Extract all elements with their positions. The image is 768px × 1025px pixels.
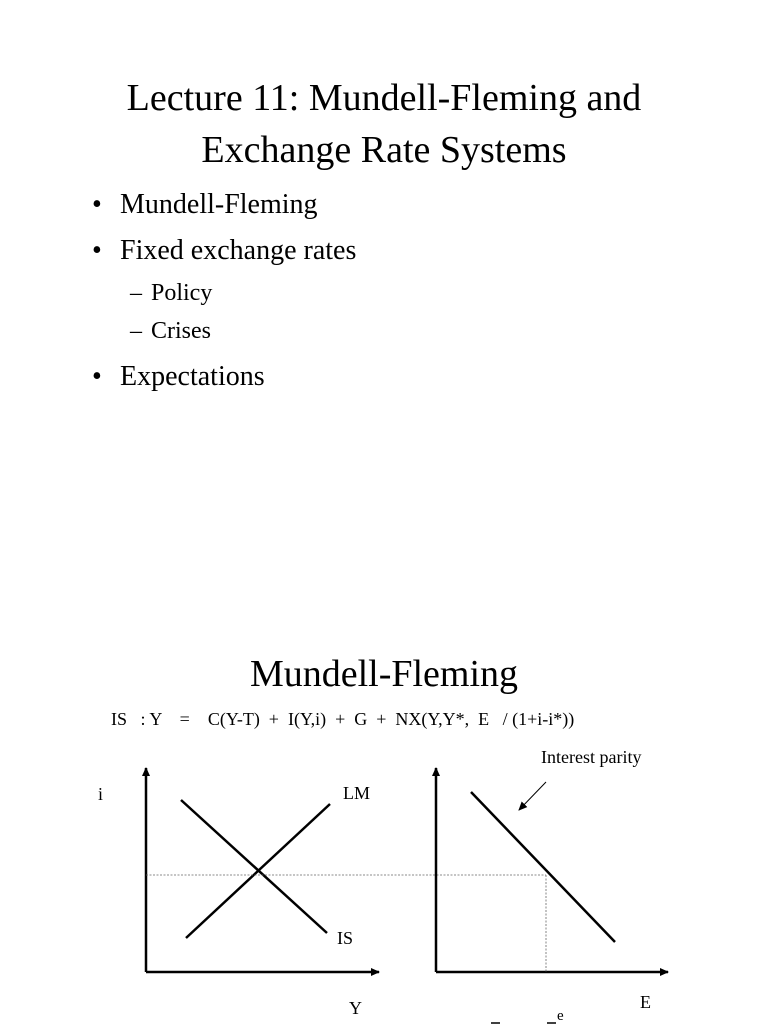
slide-title: Mundell-Fleming bbox=[249, 653, 519, 695]
slide-1 bbox=[0, 0, 768, 512]
e-subscript-label: e bbox=[557, 1008, 564, 1024]
mundell-fleming-diagram bbox=[0, 512, 768, 1024]
slide-2 bbox=[0, 512, 768, 1024]
is-curve bbox=[181, 800, 327, 933]
bullet-marker: • bbox=[92, 235, 102, 266]
bullet-text: Expectations bbox=[120, 361, 265, 392]
bullet-text: Fixed exchange rates bbox=[120, 235, 357, 266]
i-axis-label: i bbox=[98, 784, 104, 804]
title-line-2: Exchange Rate Systems bbox=[201, 129, 567, 171]
sub-bullet-marker: – bbox=[130, 318, 142, 344]
bullet-marker: • bbox=[92, 189, 102, 220]
interest-parity-label: Interest parity bbox=[541, 747, 642, 767]
is-equation: IS : Y = C(Y-T) + I(Y,i) + G + NX(Y,Y*, E / (1+i-i*)) bbox=[111, 709, 575, 729]
is-label: IS bbox=[337, 928, 354, 948]
e-axis-label: E bbox=[640, 992, 651, 1012]
sub-bullet-marker: – bbox=[130, 280, 142, 306]
sub-bullet-text: Crises bbox=[151, 318, 211, 344]
title-line-1: Lecture 11: Mundell-Fleming and bbox=[126, 77, 642, 119]
lm-label: LM bbox=[343, 783, 370, 803]
y-axis-label: Y bbox=[349, 998, 362, 1018]
bullet-item bbox=[92, 228, 356, 274]
bullet-list bbox=[92, 182, 356, 400]
bullet-text: Mundell-Fleming bbox=[120, 189, 318, 220]
interest-parity-curve bbox=[471, 792, 615, 942]
interest-parity-pointer-arrow bbox=[519, 782, 546, 810]
bullet-item bbox=[92, 182, 356, 228]
sub-bullet-text: Policy bbox=[151, 280, 213, 306]
slide-title bbox=[0, 72, 768, 176]
sub-bullet-item bbox=[92, 312, 356, 350]
bullet-marker: • bbox=[92, 361, 102, 392]
bullet-item bbox=[92, 354, 356, 400]
sub-bullet-item bbox=[92, 274, 356, 312]
